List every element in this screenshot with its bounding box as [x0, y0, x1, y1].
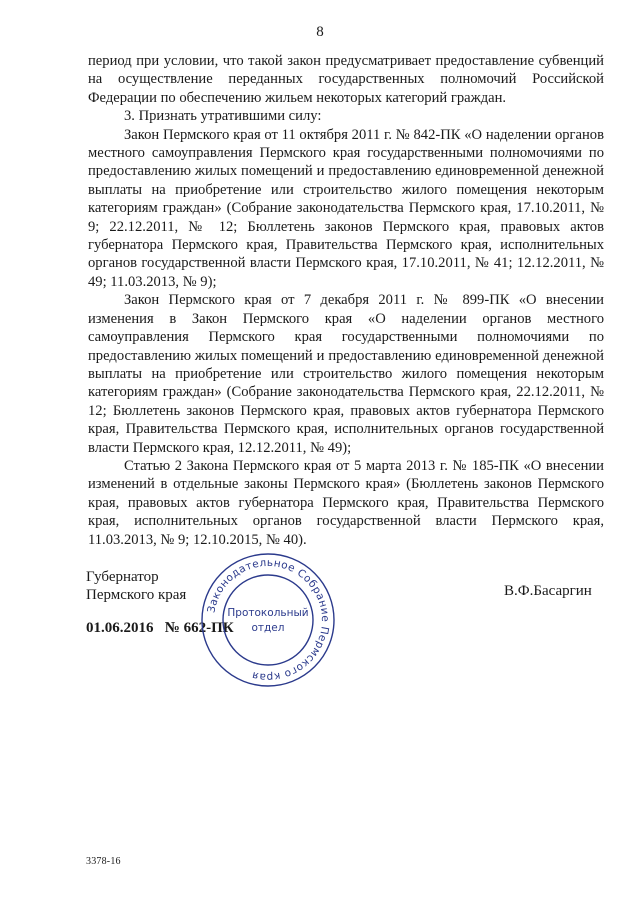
signer-title [86, 568, 186, 604]
signer-title-line-2: Пермского края [86, 587, 187, 603]
stamp-center-line-1: Протокольный [227, 607, 309, 619]
stamp-ring-text: Законодательное Собрание Пермского края [205, 556, 332, 684]
paragraph-law-185: Статью 2 Закона Пермского края от 5 марта 2013 г. № 185-ПК «О внесении изменений в отдельные законы Пермского края» (Бюллетень законов Пермского края, правовых актов губернатора Пермского края, Правительства Пермского края, исполнительных органов государственной власти Пермского края, 11.03.2013, № 9; 12.10.2015, № 40). [88, 457, 604, 548]
svg-text:Законодательное Собрание Пермс [205, 557, 331, 683]
paragraph-continuation: период при условии, что такой закон предусматривает предоставление субвенций на осуществление переданных государственных полномочий Российской Федерации по обеспечению жильем некоторых категорий граждан. [88, 53, 604, 106]
page-number: 8 [316, 24, 324, 40]
footer-document-code: 3378-16 [86, 856, 121, 867]
signer-name: В.Ф.Басаргин [504, 583, 592, 599]
document-date: 01.06.2016 [86, 620, 154, 636]
stamp-center-line-2: отдел [251, 622, 285, 634]
document-number: № 662-ПК [164, 620, 234, 636]
seal-stamp [197, 549, 339, 691]
paragraph-law-899: Закон Пермского края от 7 декабря 2011 г. № 899-ПК «О внесении изменения в Закон Пермского края «О наделении органов местного самоуправления Пермского края государственными полномочиями по предоставлению жилых помещений и предоставлению единовременной денежной выплаты на приобретение или строительство жилого помещения некоторым категориям граждан» (Собрание законодательства Пермского края, 22.12.2011, № 12; Бюллетень законов Пермского края, правовых актов губернатора Пермского края, Правительства Пермского края, исполнительных органов государственной власти Пермского края, 12.12.2011, № 49); [88, 292, 604, 456]
signer-title-line-1: Губернатор [86, 569, 159, 585]
paragraph-item-3: 3. Признать утратившими силу: [124, 108, 322, 125]
document-body [88, 52, 604, 549]
paragraph-law-842: Закон Пермского края от 11 октября 2011 г. № 842-ПК «О наделении органов местного самоуправления Пермского края государственными полномочиями по предоставлению жилых помещений и предоставлению единовременной денежной выплаты на приобретение или строительство жилого помещения некоторым категориям граждан» (Собрание законодательства Пермского края, 17.10.2011, № 9; 22.12.2011, № 12; Бюллетень законов Пермского края, правовых актов губернатора Пермского края, Правительства Пермского края, исполнительных органов государственной власти Пермского края, 17.10.2011, № 41; 12.12.2011, № 49; 11.03.2013, № 9); [88, 126, 604, 290]
